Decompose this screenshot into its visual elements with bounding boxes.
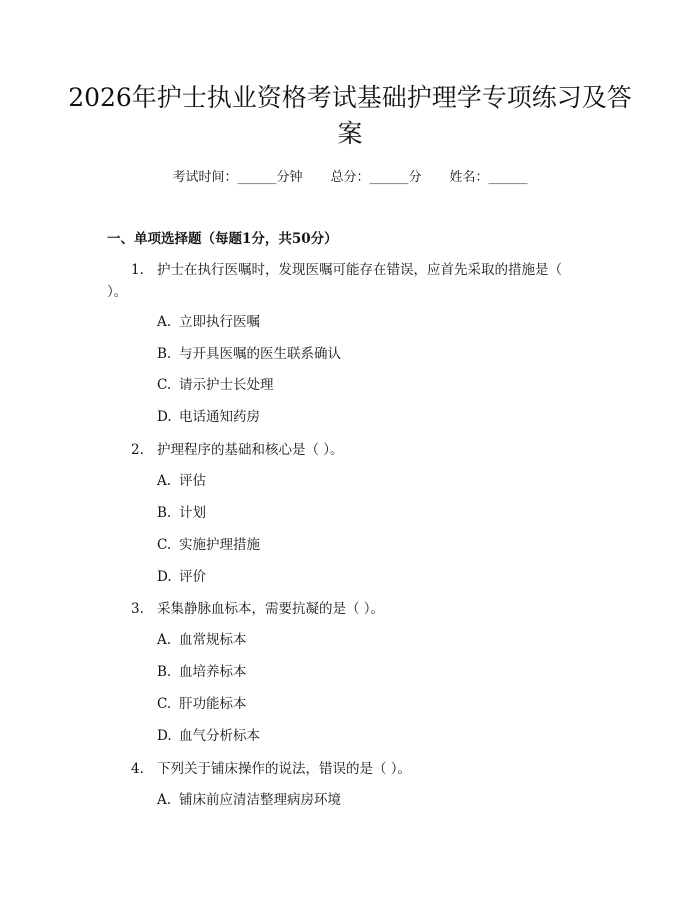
option-text: 评估	[179, 473, 206, 489]
question-text: 护理程序的基础和核心是（ ）。	[157, 442, 344, 458]
option-text: 铺床前应清洁整理病房环境	[179, 792, 341, 808]
question-2-option-b	[157, 503, 206, 523]
question-1-option-d	[157, 407, 260, 427]
option-letter: C.	[157, 537, 172, 553]
option-letter: B.	[157, 346, 172, 362]
question-2-option-d	[157, 567, 206, 587]
option-text: 血培养标本	[179, 664, 247, 680]
option-text: 与开具医嘱的医生联系确认	[179, 346, 341, 362]
question-3-option-c	[157, 694, 247, 714]
exam-time-field: 考试时间：______分钟	[172, 170, 303, 185]
option-text: 立即执行医嘱	[179, 314, 260, 330]
option-text: 肝功能标本	[179, 696, 247, 712]
total-score-field: 总分：______分	[330, 170, 422, 185]
option-letter: D.	[157, 569, 172, 585]
question-3-option-d	[157, 726, 260, 746]
exam-meta	[0, 168, 700, 188]
option-text: 血常规标本	[179, 632, 247, 648]
question-number: 3.	[131, 601, 144, 617]
question-1-option-b	[157, 344, 341, 364]
option-letter: A.	[157, 314, 172, 330]
option-text: 计划	[179, 505, 206, 521]
question-text: 下列关于铺床操作的说法，错误的是（ ）。	[157, 761, 412, 777]
section-heading: 一、单项选择题（每题1分，共50分）	[107, 231, 338, 247]
option-text: 血气分析标本	[179, 728, 260, 744]
option-letter: A.	[157, 792, 172, 808]
option-text: 请示护士长处理	[179, 377, 274, 393]
question-1-option-a	[157, 312, 260, 332]
option-letter: D.	[157, 409, 172, 425]
question-number: 4.	[131, 761, 144, 777]
question-2-option-c	[157, 535, 260, 555]
question-3	[107, 598, 577, 620]
option-letter: D.	[157, 728, 172, 744]
question-number: 1.	[131, 262, 144, 278]
question-2-option-a	[157, 471, 206, 491]
question-2	[107, 439, 577, 461]
question-3-option-a	[157, 630, 247, 650]
question-3-option-b	[157, 662, 247, 682]
option-letter: C.	[157, 377, 172, 393]
question-1-option-c	[157, 375, 274, 395]
question-4-option-a	[157, 790, 341, 810]
option-text: 评价	[179, 569, 206, 585]
option-text: 电话通知药房	[179, 409, 260, 425]
question-number: 2.	[131, 442, 144, 458]
question-1	[107, 259, 577, 303]
name-field: 姓名：______	[449, 170, 528, 185]
option-letter: B.	[157, 664, 172, 680]
option-text: 实施护理措施	[179, 537, 260, 553]
option-letter: B.	[157, 505, 172, 521]
question-text: 护士在执行医嘱时，发现医嘱可能存在错误，应首先采取的措施是（ ）。	[107, 262, 562, 300]
option-letter: A.	[157, 473, 172, 489]
option-letter: A.	[157, 632, 172, 648]
page-title: 2026年护士执业资格考试基础护理学专项练习及答案	[68, 83, 632, 148]
question-4	[107, 758, 577, 780]
option-letter: C.	[157, 696, 172, 712]
question-text: 采集静脉血标本，需要抗凝的是（ ）。	[157, 601, 385, 617]
